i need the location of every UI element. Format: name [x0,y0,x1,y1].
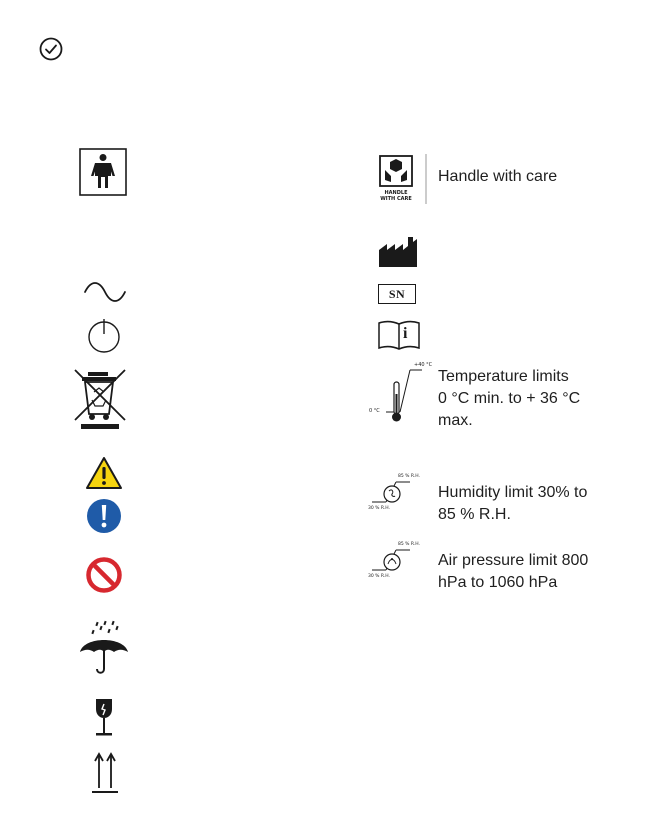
humidity-limit-icon [366,474,436,514]
handle-with-care-icon [378,154,430,206]
standby-power-icon [84,316,124,356]
temperature-limit-icon [366,362,436,424]
temperature-description-line: 0 °C min. to + 36 °C [438,390,581,407]
handle-with-care-description: Handle with care [438,168,558,185]
serial-number-code: SN [388,286,406,301]
mandatory-action-icon [86,498,122,534]
humidity-upper-label: 85 % R.H. [398,474,420,479]
keep-dry-umbrella-icon [78,620,130,678]
consult-instructions-letter: i [403,325,408,342]
consult-instructions-icon [378,320,420,350]
humidity-description-line: Humidity limit 30% to [438,484,588,501]
fragile-glass-icon [91,698,117,738]
air-pressure-limit-icon [366,542,436,582]
type-bf-applied-part-icon [79,148,127,196]
warning-triangle-icon [85,456,123,490]
pressure-lower-label: 30 % R.H. [368,574,390,579]
this-way-up-arrows-icon [91,752,119,794]
handle-label-line-2: WITH CARE [380,196,412,202]
humidity-lower-label: 30 % R.H. [368,506,390,511]
temperature-description [438,366,628,432]
air-pressure-description [438,550,628,594]
humidity-description-line: 85 % R.H. [438,506,511,523]
air-pressure-description-line: Air pressure limit 800 [438,552,589,569]
alternating-current-icon [83,280,127,304]
handle-label-line-1: HANDLE [384,190,408,196]
check-circle-icon [38,36,64,62]
pressure-upper-label: 85 % R.H. [398,542,420,547]
temperature-description-line: Temperature limits [438,368,569,385]
prohibition-icon [85,556,123,594]
temperature-upper-label: +40 °C [414,362,433,368]
manufacturer-factory-icon [378,236,418,268]
temperature-description-line: max. [438,412,473,429]
temperature-lower-label: 0 °C [369,408,380,414]
air-pressure-description-line: hPa to 1060 hPa [438,574,558,591]
humidity-description [438,482,628,526]
serial-number-icon [378,284,416,304]
crossed-out-wheelie-bin-icon [73,368,127,430]
